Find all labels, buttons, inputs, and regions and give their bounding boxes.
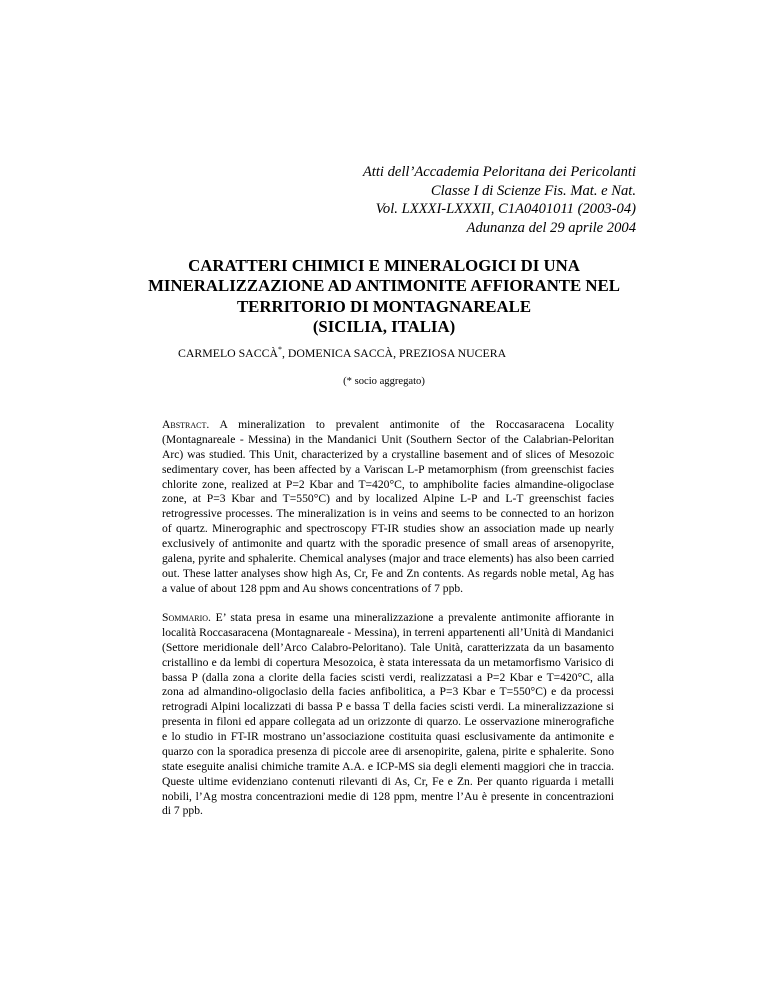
abstract-label: Abstract. [162,418,210,431]
title-line-2: MINERALIZZAZIONE AD ANTIMONITE AFFIORANTE NEL [148,276,620,296]
author-note: (* socio aggregato) [343,376,425,387]
journal-volume: Vol. LXXXI-LXXXII, C1A0401011 (2003-04) [375,201,636,218]
author-rest: , DOMENICA SACCÀ, PREZIOSA NUCERA [281,346,507,360]
sommario-paragraph [162,611,614,819]
abstract-paragraph [162,418,614,597]
paper-title [110,256,658,338]
sommario-text: E’ stata presa in esame una mineralizzazione a prevalente antimonite affiorante in località Roccasaracena (Montagnareale - Messina), in terreni appartenenti all’Unità di Mandanici (Settore meridionale dell’Arco Calabro-Peloritano). Tale Unità, caratterizzata da un basamento cristallino e da lembi di copertura Mesozoica, è stata interessata da un metamorfismo Varisico di bassa P (dalla zona a clorite della facies scisti verdi, realizzatasi a P=2 Kbar e T=420°C, alla zona ad almandino-oligoclasio della facies anfibolitica, a P=3 Kbar e T=550°C) e da processi retrogradi Alpini localizzati di bassa P e bassa T della facies scisti verdi. La mineralizzazione si presenta in filoni ed appare collegata ad un orizzonte di quarzo. Le osservazione minerografiche e lo studio in FT-IR mostrano un’associazione costituita quasi esclusivamente da antimonite e quarzo con la sporadica presenza di piccole aree di arsenopirite, galena, pirite e sphalerite. Sono state eseguite analisi chimiche tramite A.A. e ICP-MS sia degli elementi maggiori che in traccia. Queste ultime evidenziano contenuti rilevanti di As, Cr, Fe e Zn. Per quanto riguarda i metalli nobili, l’Ag mostra concentrazioni medie di 128 ppm, mentre l’Au è presente in concentrazioni di 7 ppb. [162,611,614,818]
title-line-1: CARATTERI CHIMICI E MINERALOGICI DI UNA [188,256,580,275]
title-line-4: (SICILIA, ITALIA) [312,317,456,337]
title-line-3: TERRITORIO DI MONTAGNAREALE [236,296,532,316]
author-first: CARMELO SACCÀ [178,346,278,360]
abstract-text: A mineralization to prevalent antimonite of the Roccasaracena Locality (Montagnareale - Messina) in the Mandanici Unit (Southern Sector of the Calabrian-Peloritan Arc) was studied. This Unit, characterized by a crystalline basement and of slices of Mesozoic sedimentary cover, has been affected by a Variscan L-P metamorphism (from greenschist facies chlorite zone, realized at P=2 Kbar and T=420°C, to amphibolite facies almandine-oligoclase zone, at P=3 Kbar and T=550°C) and by localized Alpine L-P and L-T greenschist facies retrogressive processes. The mineralization is in veins and seems to be connected to an horizon of quartz. Minerographic and spectroscopy FT-IR studies show an association made up nearly exclusively of antimonite and quartz with the sporadic presence of small areas of arsenopyrite, galena, pyrite and sphalerite. Chemical analyses (major and trace elements) has also been carried out. These latter analyses show high As, Cr, Fe and Zn contents. As regards noble metal, Ag has a value of about 128 ppm and Au shows concentrations of 7 ppb. [162,418,615,595]
sommario-label: Sommario. [162,611,211,624]
journal-name: Atti dell’Accademia Peloritana dei Pericolanti [362,164,636,180]
journal-meeting-date: Adunanza del 29 aprile 2004 [466,219,636,236]
journal-class: Classe I di Scienze Fis. Mat. e Nat. [430,182,636,199]
author-note-mark: * [277,345,282,354]
author-list [178,346,506,360]
journal-header [300,163,636,237]
